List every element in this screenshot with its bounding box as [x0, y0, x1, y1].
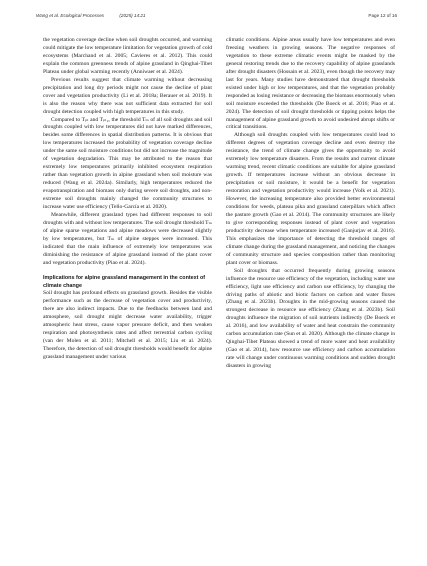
- paragraph: Meanwhile, different grassland types had different responses to soil droughts with and without low temperatures. The soil drought threshold Tₘ of alpine sparse vegetations and alpine meadows were decreased slightly by low temperatures, but Tₘ of alpine steppes were increased. This indicated that the main influence of extremely low temperatures was diminishing the resistance of alpine grassland instead of the plant cover and vegetation productivity (Piao et al. 2024).: [43, 211, 212, 266]
- paragraph: the vegetation coverage decline when soil droughts occurred, and warming could mitigate the low temperature limitation for vegetation growth of cold ecosystems (Marchand et al. 2005; Cavieres et al. 2012). This could explain the common greenness trends of alpine grassland in Qinghai-Tibet Plateau under global warming recently (Anniwaer et al. 2024).: [43, 37, 212, 75]
- volume-info: (2025) 14:21: [119, 13, 146, 18]
- running-header: [36, 13, 397, 18]
- paragraph: Although soil droughts coupled with low temperatures could lead to different degrees of vegetation coverage decline and even destroy the resistance, the trend of climate change gives the opportunity to avoid extremely low temperature disasters. From the results and current climate warming trend, recent climatic conditions are suitable for alpine grassland growth. If temperatures increase without an obvious decrease in precipitation or soil moisture, it would be a benefit for vegetation restoration and vegetation productivity would increase (Volk et al. 2021). However, the increasing temperature also provided better environmental conditions for weeds, plateau pika and grassland caterpillars which affect the pasture growth (Gao et al. 2014). The community structures are likely to give corresponding responses instead of plant cover and vegetation productivity decrease when temperature increased (Ganjurjav et al. 2016). This emphasizes the importance of detecting the threshold ranges of climate change during the grassland management, and noticing the changes of community structure and species composition rather than monitoring plant cover or biomass.: [226, 132, 395, 266]
- paragraph: Soil drought has profound effects on grassland growth. Besides the visible performance such as the decrease of vegetation cover and productivity, there are also indirect impacts. Due to the feedbacks between land and atmosphere, soil drought might decrease water availability, trigger atmospheric heat stress, cause vapor pressure deficit, and then weaken respiration and photosynthesis rates and affect terrestrial carbon cycling (van der Molen et al. 2011; Mitchell et al. 2015; Liu et al. 2024). Therefore, the detection of soil drought thresholds would benefit for alpine grassland management under various: [43, 290, 212, 361]
- paragraph: Previous results suggest that climate warming without decreasing precipitation and long dry periods might not cause the decline of plant cover and vegetation productivity (Li et al. 2018a; Berauer et al. 2019). It is also the reason why there was not sufficient data extracted for soil drought detection coupled with high temperatures in this study.: [43, 76, 212, 115]
- body-columns: [43, 37, 395, 550]
- left-column: [43, 37, 212, 550]
- section-heading: Implications for alpine grassland management in the context of climate change: [43, 274, 206, 289]
- page-number: Page 12 of 16: [368, 13, 397, 18]
- journal-name: Wang et al. Ecological Processes: [36, 13, 105, 18]
- right-column: [226, 37, 395, 550]
- paragraph: Compared to Tₚₗ and Tₚₗ₂, the threshold Tₘ of all soil droughts and soil droughts coupled with low temperatures did not have marked differences, besides some differences in spatial distribution patterns. It is obvious that low temperatures increased the probability of vegetation coverage decline under the same soil moisture conditions but did not increase the magnitude of vegetation degradation. This may be attributed to the reason that extremely low temperatures primarily inhibited ecosystem respiration rather than vegetation growth in alpine grassland when soil moisture was reduced (Wang et al. 2024a). Similarly, high temperatures reduced the evapotranspiration and biomass only during severe soil droughts, and non-extreme soil droughts mainly changed the community structures to increase water use efficiency (Tello-García et al. 2020).: [43, 116, 212, 211]
- paragraph: Soil droughts that occurred frequently during growing seasons influence the resource use efficiency of the vegetation, including water use efficiency, light use efficiency and carbon use efficiency, by changing the driving paths of abiotic and biotic factors on carbon and water fluxes (Zhang et al. 2023b). Droughts in the mid-growing seasons caused the strongest decrease in resource use efficiency (Zhang et al. 2023b). Soil droughts influence the migration of soil nutrients indirectly (De Boeck et al. 2016), and low availability of water and heat constrain the community carbon accumulation rate (Sun et al. 2020). Although the climate change in Qinghai-Tibet Plateau showed a trend of more water and heat availability (Gao et al. 2014), how resource use efficiency and carbon accumulation rate will change under continuous warming conditions and sudden drought disasters in growing: [226, 267, 395, 370]
- paragraph: climatic conditions. Alpine areas usually have low temperatures and even freezing weathers in growing seasons. The negative responses of vegetation to these extreme climatic events might be masked by the general restoring trends due to the recovery capability of alpine grasslands after drought disasters (Hossain et al. 2023), even though the recovery may last for years. Many studies have demonstrated that drought thresholds existed under high or low temperatures, and that the vegetation probably responded as losing resistance or decreasing the biomass enormously when soil moisture exceeded the thresholds (De Boeck et al. 2016; Piao et al. 2024). The detection of soil drought thresholds or tipping points helps the management of alpine grassland growth to avoid undesired abrupt shifts or critical transitions.: [226, 37, 395, 131]
